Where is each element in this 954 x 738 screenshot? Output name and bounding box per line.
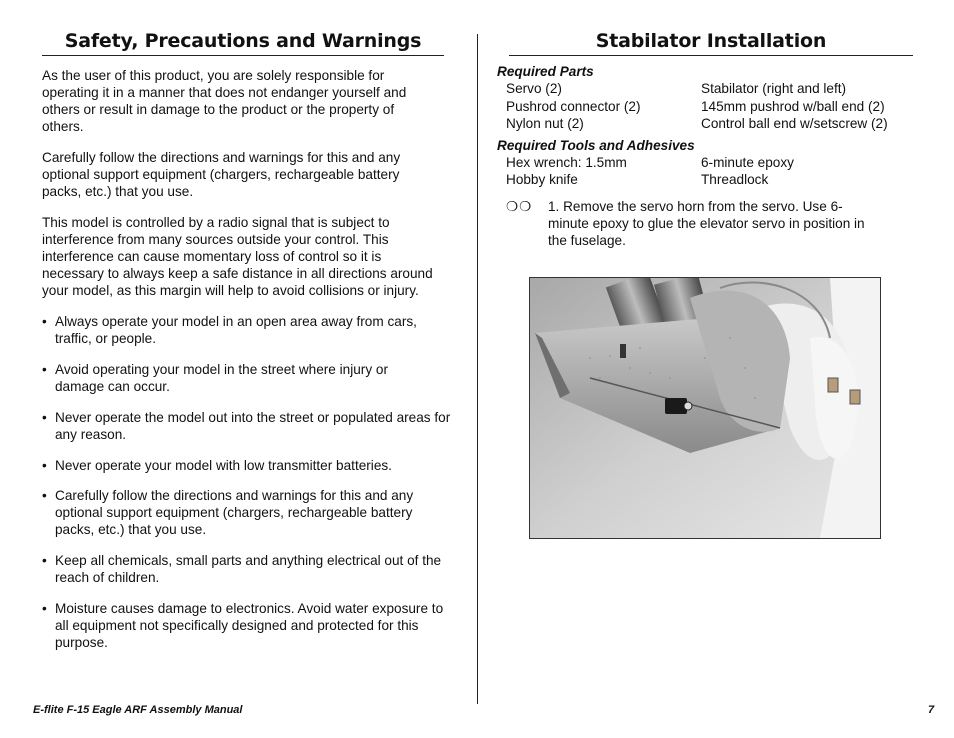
- safety-title: Safety, Precautions and Warnings: [64, 30, 422, 52]
- safety-paragraph-2: Carefully follow the directions and warnings for this and any optional support equipment (chargers, rechargeable battery packs, etc.) that you use.: [42, 150, 401, 199]
- bullet-dot: •: [42, 314, 47, 329]
- tools-row: [506, 171, 901, 189]
- safety-bullet: [42, 313, 447, 347]
- bullet-dot: •: [42, 362, 47, 377]
- footer-manual-title: E-flite F-15 Eagle ARF Assembly Manual: [33, 704, 243, 716]
- safety-bullet: [42, 361, 425, 395]
- step-checkboxes[interactable]: ❍❍: [506, 198, 533, 214]
- required-tools-table: [506, 154, 901, 189]
- parts-cell: Control ball end w/setscrew (2): [701, 116, 888, 131]
- tools-cell: Hex wrench: 1.5mm: [506, 154, 627, 170]
- required-parts-heading: Required Parts: [497, 64, 594, 79]
- safety-bullet: [42, 487, 447, 538]
- parts-cell: Nylon nut (2): [506, 116, 584, 131]
- parts-cell: Pushrod connector (2): [506, 98, 641, 114]
- bullet-text: Moisture causes damage to electronics. Avoid water exposure to all equipment not specifically designed and protected for this purpose.: [55, 601, 444, 650]
- bullet-text: Keep all chemicals, small parts and anything electrical out of the reach of children.: [55, 553, 442, 585]
- parts-row: [506, 98, 901, 116]
- left-column: [42, 30, 451, 651]
- bullet-dot: •: [42, 488, 47, 503]
- bullet-text: Never operate the model out into the street or populated areas for any reason.: [55, 410, 451, 442]
- required-parts-table: [506, 80, 901, 133]
- bullet-text: Avoid operating your model in the street where injury or damage can occur.: [55, 362, 388, 394]
- bullet-text: Never operate your model with low transmitter batteries.: [55, 458, 392, 473]
- footer-page-number: 7: [928, 704, 935, 716]
- safety-bullet: [42, 552, 447, 586]
- stabilator-title: Stabilator Installation: [595, 30, 827, 52]
- tools-cell: Threadlock: [701, 172, 769, 187]
- safety-paragraph-3: This model is controlled by a radio signal that is subject to interference from many sources outside your control. This interference can cause momentary loss of control so it is necessary to always keep a safe distance in all directions around your model, as this margin will help to avoid collisions or injury.: [42, 215, 433, 298]
- parts-row: [506, 115, 901, 133]
- parts-row: [506, 80, 901, 98]
- safety-paragraph-1: As the user of this product, you are solely responsible for operating it in a manner that does not endanger yourself and others or result in damage to the product or the property of others.: [42, 68, 407, 134]
- servo-installation-photo: [529, 277, 881, 539]
- required-tools-heading: Required Tools and Adhesives: [497, 137, 695, 153]
- safety-bullet: [42, 457, 457, 474]
- safety-bullet: [42, 600, 450, 651]
- bullet-dot: •: [42, 553, 47, 568]
- bullet-text: Always operate your model in an open area away from cars, traffic, or people.: [55, 314, 417, 346]
- tools-cell: Hobby knife: [506, 172, 578, 187]
- step-1-text: 1. Remove the servo horn from the servo. Use 6-minute epoxy to glue the elevator servo in position in the fuselage.: [548, 198, 865, 248]
- tools-row: [506, 154, 901, 172]
- parts-cell: Stabilator (right and left): [701, 81, 847, 96]
- bullet-dot: •: [42, 601, 47, 616]
- tools-cell: 6-minute epoxy: [701, 154, 794, 170]
- parts-cell: Servo (2): [506, 81, 562, 96]
- bullet-dot: •: [42, 458, 47, 473]
- safety-bullet: [42, 409, 457, 443]
- bullet-dot: •: [42, 410, 47, 425]
- bullet-text: Carefully follow the directions and warnings for this and any optional support equipment (chargers, rechargeable battery packs, etc.) that you use.: [55, 488, 414, 537]
- fuselage-illustration: [530, 278, 880, 538]
- step-1: [506, 198, 878, 249]
- parts-cell: 145mm pushrod w/ball end (2): [701, 98, 885, 114]
- right-column: [497, 30, 901, 249]
- column-divider: [477, 34, 478, 704]
